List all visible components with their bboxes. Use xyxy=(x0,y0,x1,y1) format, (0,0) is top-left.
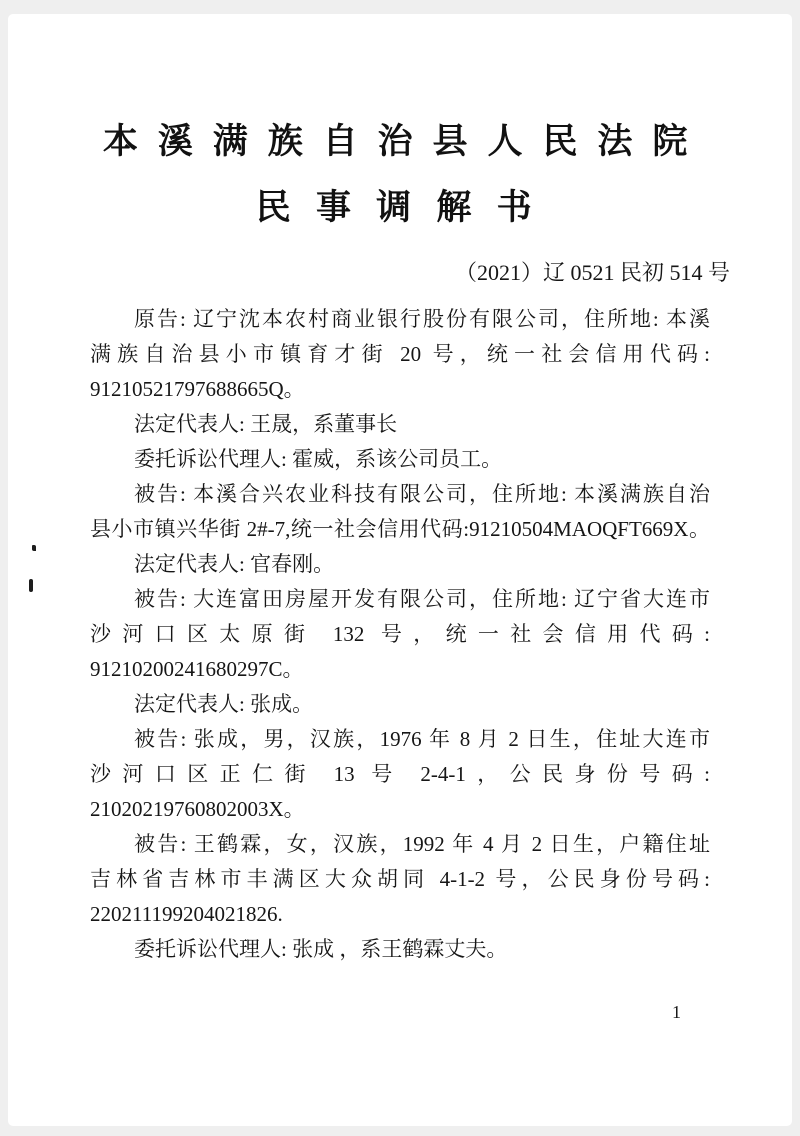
scan-speck xyxy=(32,545,36,551)
body-line: 被告: 王鹤霖，女，汉族，1992 年 4 月 2 日生，户籍住址 xyxy=(134,832,710,856)
body-line: 21020219760802003X。 xyxy=(90,797,305,821)
page-number: 1 xyxy=(672,1002,681,1022)
body-line: 被告: 大连富田房屋开发有限公司，住所地: 辽宁省大连市 xyxy=(134,587,710,611)
body-line: 吉林省吉林市丰满区大众胡同 4-1-2 号，公民身份号码: xyxy=(90,867,710,891)
scan-speck xyxy=(29,579,33,592)
body-line: 91210521797688665Q。 xyxy=(90,377,305,401)
body-line: 91210200241680297C。 xyxy=(90,657,304,681)
body-line: 县小市镇兴华街 2#-7,统一社会信用代码:91210504MAOQFT669X。 xyxy=(90,517,710,541)
body-line: 法定代表人: 王晟，系董事长 xyxy=(134,412,398,436)
document-body xyxy=(8,302,792,967)
body-line: 沙河口区太原街 132 号，统一社会信用代码: xyxy=(90,622,710,646)
document-page xyxy=(8,14,792,1126)
body-line: 被告: 张成，男，汉族，1976 年 8 月 2 日生，住址大连市 xyxy=(134,727,710,751)
body-line: 被告: 本溪合兴农业科技有限公司，住所地: 本溪满族自治 xyxy=(134,482,710,506)
document-type-title: 民事调解书 xyxy=(255,188,557,227)
case-number: （2021）辽 0521 民初 514 号 xyxy=(454,260,730,285)
body-line: 220211199204021826. xyxy=(90,902,283,926)
body-line: 委托诉讼代理人: 张成 ，系王鹤霖丈夫。 xyxy=(134,937,508,961)
body-line: 法定代表人: 张成。 xyxy=(134,692,314,716)
body-line: 沙河口区正仁街 13 号 2-4-1，公民身份号码: xyxy=(90,762,710,786)
body-line: 原告: 辽宁沈本农村商业银行股份有限公司，住所地: 本溪 xyxy=(134,307,710,331)
body-line: 满族自治县小市镇育才街 20 号，统一社会信用代码: xyxy=(90,342,710,366)
court-name: 本溪满族自治县人民法院 xyxy=(102,122,708,161)
body-line: 法定代表人: 官春刚。 xyxy=(134,552,335,576)
body-line: 委托诉讼代理人: 霍威，系该公司员工。 xyxy=(134,447,503,471)
